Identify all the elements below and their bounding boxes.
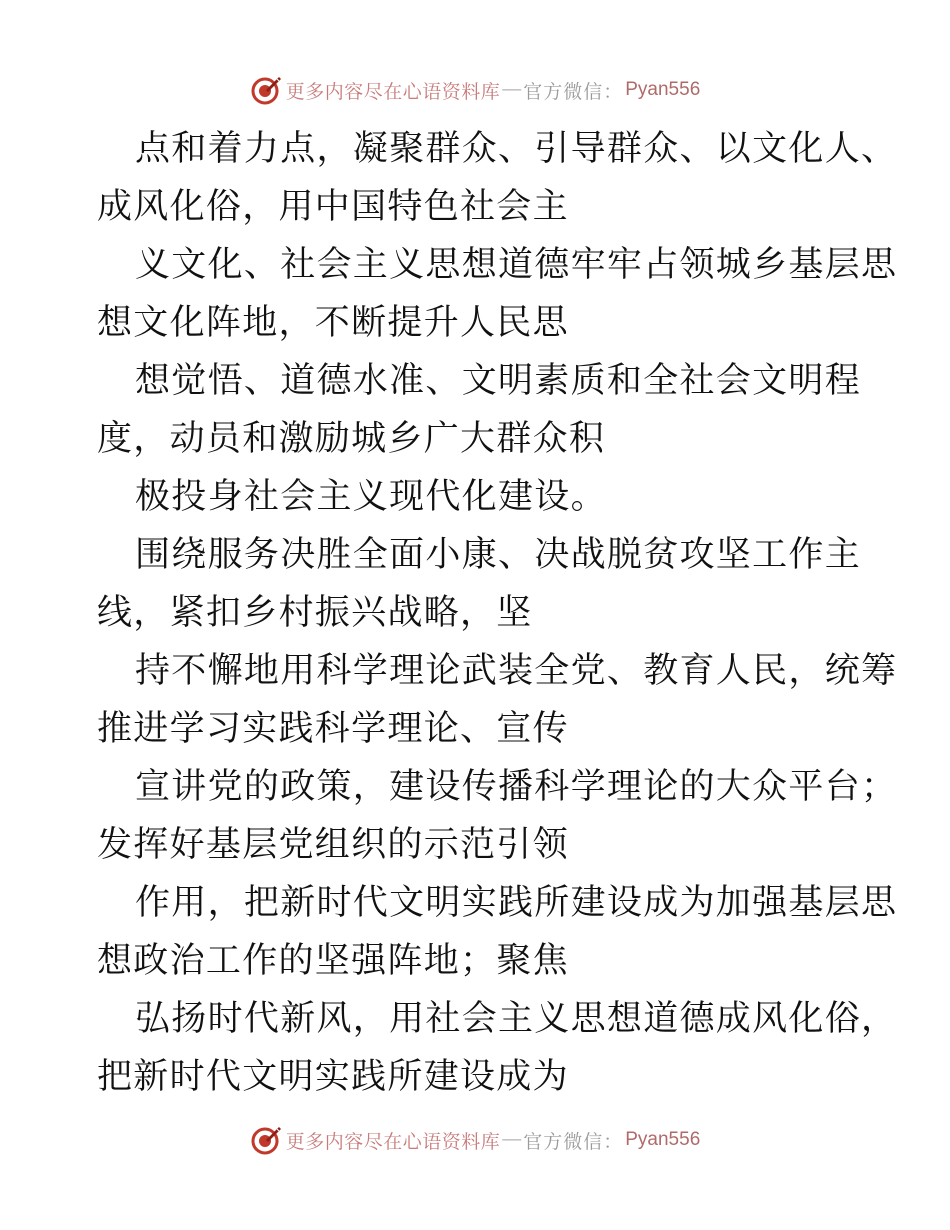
- text-line: 发挥好基层党组织的示范引领: [97, 825, 569, 865]
- red-circle-pen-logo-icon: [250, 1124, 282, 1156]
- text-line: 持不懈地用科学理论武装全党、教育人民，统筹: [135, 651, 898, 691]
- text-line: 弘扬时代新风，用社会主义思想道德成风化俗，: [135, 999, 898, 1039]
- text-line: 想觉悟、道德水准、文明素质和全社会文明程: [135, 361, 862, 401]
- footer-wechat-id: Pyan556: [625, 1129, 701, 1150]
- header-wechat-label: 官方微信：: [523, 80, 624, 103]
- text-line: 成风化俗，用中国特色社会主: [97, 187, 569, 227]
- header-separator: —: [502, 79, 522, 100]
- red-circle-pen-logo-icon: [250, 74, 282, 106]
- text-line: 作用，把新时代文明实践所建设成为加强基层思: [135, 883, 898, 923]
- text-line: 线，紧扣乡村振兴战略，坚: [97, 593, 533, 633]
- header-slogan: 更多内容尽在心语资料库: [285, 80, 501, 103]
- document-body: [97, 120, 898, 1106]
- text-line: 想文化阵地，不断提升人民思: [97, 303, 569, 343]
- footer-banner: [0, 1120, 950, 1160]
- footer-separator: —: [502, 1129, 522, 1150]
- text-line: 宣讲党的政策，建设传播科学理论的大众平台；: [135, 767, 898, 807]
- footer-slogan: 更多内容尽在心语资料库: [285, 1130, 501, 1153]
- footer-wechat-label: 官方微信：: [523, 1130, 624, 1153]
- text-line: 义文化、社会主义思想道德牢牢占领城乡基层思: [135, 245, 898, 285]
- text-line: 围绕服务决胜全面小康、决战脱贫攻坚工作主: [135, 535, 862, 575]
- text-line: 把新时代文明实践所建设成为: [97, 1057, 569, 1097]
- header-wechat-id: Pyan556: [625, 79, 701, 100]
- text-line: 推进学习实践科学理论、宣传: [97, 709, 569, 749]
- header-banner: [0, 70, 950, 110]
- text-line: 想政治工作的坚强阵地；聚焦: [97, 941, 569, 981]
- text-line: 度，动员和激励城乡广大群众积: [97, 419, 606, 459]
- text-line: 极投身社会主义现代化建设。: [135, 477, 607, 517]
- text-line: 点和着力点，凝聚群众、引导群众、以文化人、: [135, 129, 898, 169]
